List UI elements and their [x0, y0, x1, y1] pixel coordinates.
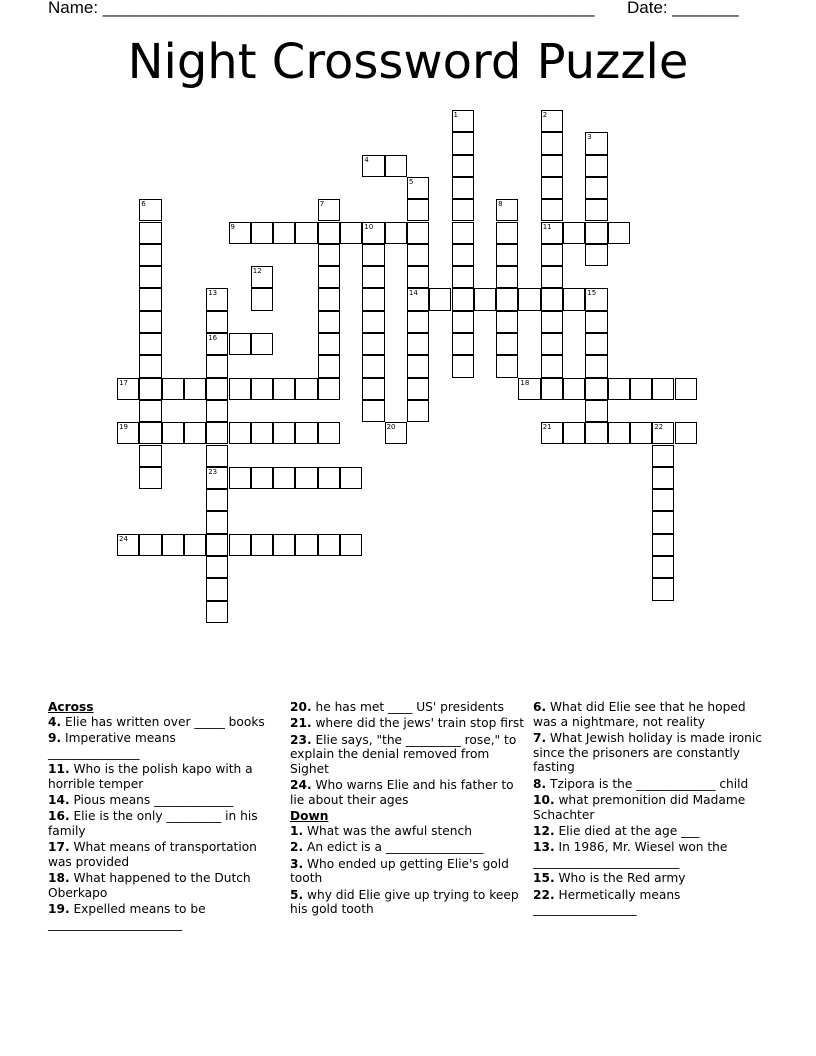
crossword-cell[interactable]: [385, 222, 407, 244]
crossword-cell[interactable]: [229, 222, 251, 244]
crossword-cell[interactable]: [652, 378, 674, 400]
clue-column-3: [533, 700, 765, 919]
crossword-cell[interactable]: [139, 534, 161, 556]
crossword-cell[interactable]: [452, 110, 474, 132]
crossword-cell[interactable]: [295, 422, 317, 444]
clue-down-5: 5. why did Elie give up trying to keep his gold tooth: [290, 887, 519, 917]
crossword-cell[interactable]: [340, 467, 362, 489]
crossword-cell[interactable]: [273, 222, 295, 244]
crossword-cell[interactable]: [407, 288, 429, 310]
crossword-cell[interactable]: [496, 311, 518, 333]
crossword-cell[interactable]: [318, 355, 340, 377]
crossword-cell[interactable]: [407, 378, 429, 400]
crossword-cell[interactable]: [362, 333, 384, 355]
crossword-cell[interactable]: [652, 467, 674, 489]
crossword-cell[interactable]: [362, 400, 384, 422]
crossword-cell[interactable]: [139, 222, 161, 244]
crossword-cell[interactable]: [295, 222, 317, 244]
crossword-cell[interactable]: [541, 311, 563, 333]
crossword-cell[interactable]: [139, 333, 161, 355]
clue-number: 7: [319, 200, 325, 209]
crossword-cell[interactable]: [585, 422, 607, 444]
crossword-cell[interactable]: [541, 177, 563, 199]
clue-down-15: 15. Who is the Red army: [533, 871, 686, 886]
crossword-cell[interactable]: [585, 311, 607, 333]
clue-down-12: 12. Elie died at the age ___: [533, 823, 700, 838]
crossword-cell[interactable]: [585, 244, 607, 266]
crossword-cell[interactable]: [407, 311, 429, 333]
clue-down-2: 2. An edict is a ________________: [290, 840, 484, 855]
crossword-cell[interactable]: [251, 288, 273, 310]
clue-down-22: 22. Hermetically means _________________: [533, 887, 681, 917]
crossword-cell[interactable]: [362, 378, 384, 400]
crossword-cell[interactable]: [563, 288, 585, 310]
crossword-cell[interactable]: [585, 333, 607, 355]
crossword-cell[interactable]: [340, 534, 362, 556]
crossword-cell[interactable]: [585, 199, 607, 221]
clue-number: 6: [141, 200, 146, 209]
crossword-cell[interactable]: [563, 378, 585, 400]
crossword-cell[interactable]: [206, 355, 228, 377]
clue-number: 11: [542, 222, 552, 231]
crossword-cell[interactable]: [318, 288, 340, 310]
clue-down-10: 10. what premonition did Madame Schachter: [533, 792, 746, 822]
crossword-cell[interactable]: [585, 177, 607, 199]
crossword-cell[interactable]: [474, 288, 496, 310]
page-title: Night Crossword Puzzle: [127, 34, 689, 90]
crossword-cell[interactable]: [407, 222, 429, 244]
crossword-cell[interactable]: [318, 199, 340, 221]
clue-down-7: 7. What Jewish holiday is made ironic since the prisoners are constantly fasting: [533, 730, 762, 775]
clue-down-6: 6. What did Elie see that he hoped was a nightmare, not reality: [533, 700, 746, 729]
clue-number: 9: [230, 222, 235, 231]
crossword-cell[interactable]: [117, 534, 139, 556]
crossword-cell[interactable]: [139, 266, 161, 288]
crossword-cell[interactable]: [251, 266, 273, 288]
clue-down-13: 13. In 1986, Mr. Wiesel won the ________________________: [533, 840, 728, 869]
crossword-cell[interactable]: [206, 489, 228, 511]
crossword-cell[interactable]: [407, 244, 429, 266]
crossword-cell[interactable]: [585, 222, 607, 244]
crossword-cell[interactable]: [295, 534, 317, 556]
crossword-cell[interactable]: [429, 288, 451, 310]
crossword-cell[interactable]: [229, 378, 251, 400]
crossword-cell[interactable]: [585, 155, 607, 177]
crossword-cell[interactable]: [518, 378, 540, 400]
crossword-cell[interactable]: [585, 132, 607, 154]
crossword-cell[interactable]: [585, 288, 607, 310]
crossword-cell[interactable]: [452, 355, 474, 377]
clue-number: 15: [587, 289, 597, 298]
crossword-cell[interactable]: [452, 222, 474, 244]
crossword-cell[interactable]: [340, 222, 362, 244]
crossword-cell[interactable]: [139, 288, 161, 310]
clue-column-2: [290, 700, 528, 919]
crossword-cell[interactable]: [139, 244, 161, 266]
crossword-cell[interactable]: [362, 355, 384, 377]
crossword-cell[interactable]: [541, 333, 563, 355]
clue-number: 23: [208, 467, 218, 476]
crossword-cell[interactable]: [318, 266, 340, 288]
clue-number: 18: [520, 378, 530, 387]
crossword-cell[interactable]: [541, 378, 563, 400]
crossword-cell[interactable]: [452, 288, 474, 310]
crossword-cell[interactable]: [206, 467, 228, 489]
crossword-cell[interactable]: [585, 378, 607, 400]
crossword-cell[interactable]: [452, 244, 474, 266]
crossword-cell[interactable]: [117, 422, 139, 444]
crossword-cell[interactable]: [251, 422, 273, 444]
crossword-cell[interactable]: [117, 378, 139, 400]
crossword-cell[interactable]: [139, 467, 161, 489]
crossword-cell[interactable]: [452, 333, 474, 355]
crossword-cell[interactable]: [652, 422, 674, 444]
crossword-cell[interactable]: [273, 467, 295, 489]
down-heading: Down: [290, 809, 329, 824]
crossword-cell[interactable]: [139, 422, 161, 444]
crossword-cell[interactable]: [385, 155, 407, 177]
crossword-cell[interactable]: [608, 422, 630, 444]
crossword-cell[interactable]: [496, 266, 518, 288]
clue-across-9: 9. Imperative means _______________: [48, 730, 176, 760]
crossword-cell[interactable]: [496, 244, 518, 266]
clue-number: 17: [119, 378, 128, 387]
crossword-cell[interactable]: [139, 311, 161, 333]
crossword-cell[interactable]: [206, 311, 228, 333]
crossword-cell[interactable]: [273, 534, 295, 556]
crossword-cell[interactable]: [184, 378, 206, 400]
clue-across-19: 19. Expelled means to be ______________________: [48, 902, 206, 931]
crossword-cell[interactable]: [563, 422, 585, 444]
clue-across-18: 18. What happened to the Dutch Oberkapo: [48, 871, 251, 900]
crossword-cell[interactable]: [541, 266, 563, 288]
crossword-cell[interactable]: [318, 467, 340, 489]
crossword-cell[interactable]: [362, 244, 384, 266]
crossword-cell[interactable]: [541, 288, 563, 310]
crossword-cell[interactable]: [139, 355, 161, 377]
date-field: Date: _______: [627, 0, 739, 17]
crossword-cell[interactable]: [630, 378, 652, 400]
crossword-cell[interactable]: [184, 422, 206, 444]
crossword-cell[interactable]: [541, 110, 563, 132]
clue-across-16: 16. Elie is the only _________ in his family: [48, 809, 258, 838]
crossword-cell[interactable]: [139, 199, 161, 221]
crossword-cell[interactable]: [206, 534, 228, 556]
crossword-cell[interactable]: [184, 534, 206, 556]
clue-across-11: 11. Who is the polish kapo with a horrible temper: [48, 761, 253, 791]
crossword-cell[interactable]: [362, 266, 384, 288]
clue-across-17: 17. What means of transportation was provided: [48, 840, 257, 869]
clue-number: 14: [408, 289, 418, 298]
clue-number: 22: [654, 423, 664, 432]
clue-across-4: 4. Elie has written over _____ books: [48, 714, 265, 729]
clue-number: 3: [587, 133, 592, 142]
clue-across-21: 21. where did the jews' train stop first: [290, 716, 525, 731]
crossword-cell[interactable]: [206, 333, 228, 355]
crossword-cell[interactable]: [675, 378, 697, 400]
crossword-cell[interactable]: [318, 333, 340, 355]
crossword-cell[interactable]: [251, 222, 273, 244]
crossword-cell[interactable]: [541, 222, 563, 244]
name-field: Name: ____________________________________________________: [48, 0, 595, 17]
crossword-cell[interactable]: [652, 445, 674, 467]
crossword-cell[interactable]: [162, 422, 184, 444]
crossword-cell[interactable]: [452, 177, 474, 199]
crossword-cell[interactable]: [229, 422, 251, 444]
crossword-cell[interactable]: [652, 578, 674, 600]
crossword-cell[interactable]: [675, 422, 697, 444]
crossword-cell[interactable]: [496, 333, 518, 355]
crossword-cell[interactable]: [362, 155, 384, 177]
crossword-cell[interactable]: [608, 378, 630, 400]
clue-down-1: 1. What was the awful stench: [290, 823, 472, 838]
crossword-cell[interactable]: [318, 378, 340, 400]
crossword-cell[interactable]: [251, 378, 273, 400]
crossword-cell[interactable]: [362, 311, 384, 333]
clue-number: 8: [498, 200, 503, 209]
crossword-cell[interactable]: [541, 155, 563, 177]
crossword-cell[interactable]: [206, 445, 228, 467]
clue-number: 4: [364, 155, 369, 164]
crossword-cell[interactable]: [496, 355, 518, 377]
crossword-cell[interactable]: [407, 400, 429, 422]
crossword-cell[interactable]: [206, 578, 228, 600]
crossword-cell[interactable]: [318, 534, 340, 556]
clue-number: 12: [252, 267, 262, 276]
crossword-cell[interactable]: [206, 556, 228, 578]
clue-down-8: 8. Tzipora is the _____________ child: [533, 776, 749, 791]
crossword-cell[interactable]: [295, 378, 317, 400]
crossword-cell[interactable]: [273, 378, 295, 400]
crossword-cell[interactable]: [206, 422, 228, 444]
clue-number: 5: [408, 177, 414, 186]
crossword-cell[interactable]: [385, 422, 407, 444]
crossword-cell[interactable]: [362, 288, 384, 310]
crossword-cell[interactable]: [251, 467, 273, 489]
clue-number: 21: [542, 423, 552, 432]
clue-number: 24: [119, 534, 128, 543]
crossword-cell[interactable]: [407, 333, 429, 355]
crossword-cell[interactable]: [630, 422, 652, 444]
clue-number: 20: [386, 423, 396, 432]
clue-across-14: 14. Pious means _____________: [48, 792, 234, 807]
across-heading: Across: [48, 700, 94, 714]
crossword-cell[interactable]: [229, 333, 251, 355]
crossword-cell[interactable]: [206, 378, 228, 400]
crossword-cell[interactable]: [251, 534, 273, 556]
clue-number: 19: [119, 423, 128, 432]
crossword-cell[interactable]: [452, 132, 474, 154]
crossword-cell[interactable]: [652, 511, 674, 533]
crossword-cell[interactable]: [652, 556, 674, 578]
crossword-cell[interactable]: [251, 333, 273, 355]
clue-number: 16: [208, 334, 218, 342]
crossword-cell[interactable]: [496, 222, 518, 244]
crossword-cell[interactable]: [162, 534, 184, 556]
crossword-cell[interactable]: [585, 355, 607, 377]
crossword-cell[interactable]: [452, 266, 474, 288]
crossword-cell[interactable]: [407, 199, 429, 221]
crossword-cell[interactable]: [652, 534, 674, 556]
crossword-cell[interactable]: [452, 155, 474, 177]
clue-across-20: 20. he has met ____ US' presidents: [290, 700, 504, 714]
crossword-cell[interactable]: [652, 489, 674, 511]
crossword-cell[interactable]: [585, 400, 607, 422]
clue-column-1: [48, 700, 270, 933]
crossword-cell[interactable]: [541, 244, 563, 266]
crossword-cell[interactable]: [206, 288, 228, 310]
crossword-cell[interactable]: [273, 422, 295, 444]
crossword-cell[interactable]: [229, 467, 251, 489]
crossword-cell[interactable]: [318, 311, 340, 333]
crossword-cell[interactable]: [318, 244, 340, 266]
crossword-cell[interactable]: [139, 378, 161, 400]
clue-across-23: 23. Elie says, "the _________ rose," to explain the denial removed from Sighet: [290, 732, 517, 776]
crossword-cell[interactable]: [541, 132, 563, 154]
crossword-cell[interactable]: [452, 199, 474, 221]
crossword-cell[interactable]: [318, 222, 340, 244]
crossword-cell[interactable]: [563, 222, 585, 244]
crossword-cell[interactable]: [496, 199, 518, 221]
crossword-cell[interactable]: [139, 400, 161, 422]
crossword-cell[interactable]: [407, 355, 429, 377]
crossword-cell[interactable]: [295, 467, 317, 489]
clue-number: 1: [453, 111, 458, 119]
clue-number: 2: [542, 111, 548, 119]
crossword-cell[interactable]: [229, 534, 251, 556]
crossword-cell[interactable]: [318, 422, 340, 444]
clue-across-24: 24. Who warns Elie and his father to lie about their ages: [290, 778, 514, 807]
crossword-cell[interactable]: [206, 601, 228, 623]
crossword-cell[interactable]: [452, 311, 474, 333]
crossword-cell[interactable]: [206, 400, 228, 422]
crossword-cell[interactable]: [541, 422, 563, 444]
crossword-cell[interactable]: [541, 355, 563, 377]
crossword-cell[interactable]: [541, 199, 563, 221]
clue-number: 10: [364, 222, 374, 231]
crossword-cell[interactable]: [362, 222, 384, 244]
clue-number: 13: [208, 289, 218, 298]
crossword-cell[interactable]: [139, 445, 161, 467]
crossword-cell[interactable]: [496, 288, 518, 310]
clue-down-3: 3. Who ended up getting Elie's gold tooth: [290, 856, 509, 886]
crossword-cell[interactable]: [407, 266, 429, 288]
crossword-cell[interactable]: [608, 222, 630, 244]
crossword-cell[interactable]: [518, 288, 540, 310]
crossword-cell[interactable]: [206, 511, 228, 533]
crossword-cell[interactable]: [407, 177, 429, 199]
crossword-cell[interactable]: [162, 378, 184, 400]
